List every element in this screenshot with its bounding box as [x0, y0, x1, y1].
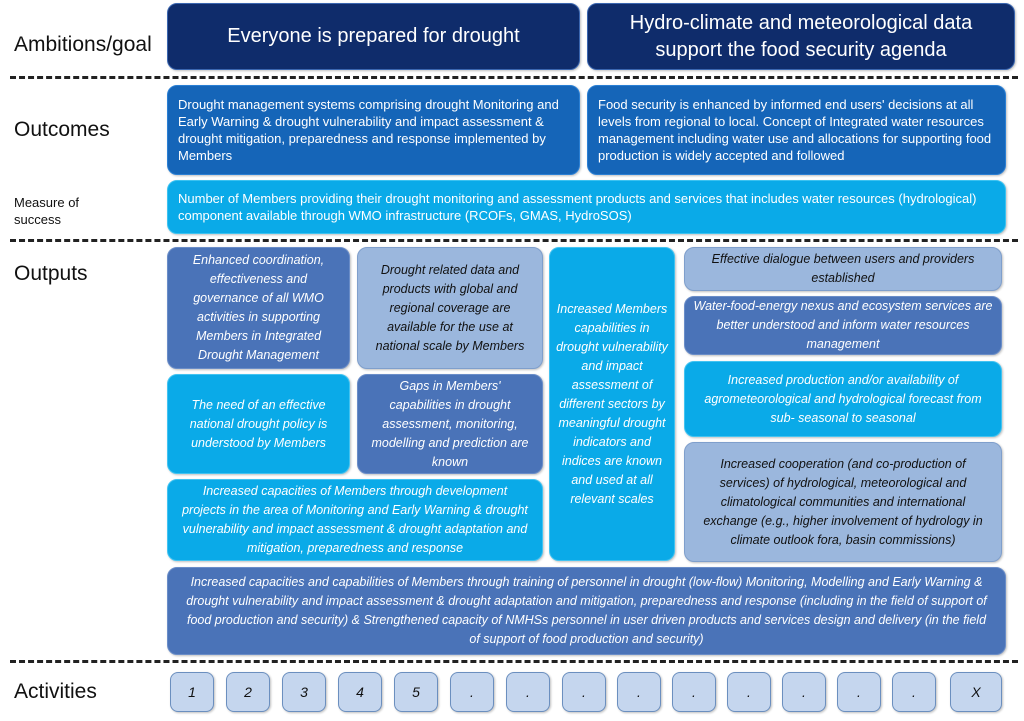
- activity-box: .: [727, 672, 771, 712]
- activity-box: .: [562, 672, 606, 712]
- activity-box: 4: [338, 672, 382, 712]
- output-text: Enhanced coordination, effectiveness and governance of all WMO activities in supporting Members in Integrated Drought Management: [192, 253, 325, 362]
- output-box: [357, 374, 543, 474]
- output-box: [167, 374, 350, 474]
- output-text: Increased production and/or availability of agrometeorological and hydrological forecast from sub- seasonal to seasonal: [704, 372, 982, 425]
- output-box: [684, 361, 1002, 437]
- output-text: Increased Members capabilities in drought vulnerability and impact assessment of different sectors by meaningful drought indicators and indices are known and used at all relevant scales: [556, 301, 668, 506]
- activity-box: .: [506, 672, 550, 712]
- output-box: [549, 247, 675, 561]
- separator: [10, 239, 1018, 242]
- activity-box: .: [617, 672, 661, 712]
- output-text: Drought related data and products with global and regional coverage are available for the use at national scale by Members: [375, 262, 525, 353]
- label-measure: Measure of success: [14, 195, 80, 227]
- output-box: [684, 296, 1002, 355]
- goal-text: Everyone is prepared for drought: [227, 25, 520, 47]
- activity-box: .: [672, 672, 716, 712]
- activity-box: .: [837, 672, 881, 712]
- separator: [10, 660, 1018, 663]
- activity-box: 5: [394, 672, 438, 712]
- output-text: Water-food-energy nexus and ecosystem services are better understood and inform water resources management: [693, 299, 993, 351]
- activity-box: .: [892, 672, 936, 712]
- output-box: [357, 247, 543, 369]
- separator: [10, 76, 1018, 79]
- output-box: [167, 479, 543, 561]
- output-box: [684, 247, 1002, 291]
- measure-text: Number of Members providing their drought monitoring and assessment products and services that includes water resources (hydrological) component available through WMO infrastructure (RCOFs, GMAS, HydroSOS): [178, 191, 977, 223]
- output-text: Effective dialogue between users and providers established: [711, 252, 975, 285]
- output-text: Increased cooperation (and co-production of services) of hydrological, meteorological and climatological communities and international exchange (e.g., higher involvement of hydrology in climate outlook fora, basin commissions): [703, 456, 983, 547]
- output-box: [684, 442, 1002, 562]
- label-activities: Activities: [14, 680, 97, 703]
- output-box: [167, 247, 350, 369]
- output-text: The need of an effective national drought policy is understood by Members: [189, 397, 328, 450]
- activity-box: X: [950, 672, 1002, 712]
- output-text: Gaps in Members' capabilities in drought assessment, monitoring, modelling and prediction are known: [371, 378, 529, 469]
- activity-box: .: [450, 672, 494, 712]
- measure-box: [167, 180, 1006, 234]
- output-text: Increased capacities and capabilities of Members through training of personnel in drought (low-flow) Monitoring, Modelling and Early Warning & drought vulnerability and impact assessment & drought adaptation and mitigation, preparedness and response (including in the field of support of food production and security) & Strengthened capacity of NMHSs personnel in user driven products and services design and delivery (in the field of support of food production and security): [186, 575, 987, 646]
- label-outcomes: Outcomes: [14, 118, 110, 141]
- output-box: [167, 567, 1006, 655]
- label-ambitions: Ambitions/goal: [14, 33, 152, 56]
- outcome-text: Food security is enhanced by informed end users' decisions at all levels from regional to local. Concept of Integrated water resources management including water use and allocations for supporting food production is widely accepted and followed: [598, 97, 992, 163]
- outcome-box: [167, 85, 580, 175]
- label-outputs: Outputs: [14, 262, 88, 285]
- activity-box: .: [782, 672, 826, 712]
- outcome-text: Drought management systems comprising drought Monitoring and Early Warning & drought vulnerability and impact assessment & drought mitigation, preparedness and response implemented by Members: [178, 97, 559, 163]
- activity-box: 1: [170, 672, 214, 712]
- goal-box: [167, 3, 580, 70]
- activity-box: 3: [282, 672, 326, 712]
- goal-box: [587, 3, 1015, 70]
- outcome-box: [587, 85, 1006, 175]
- activity-box: 2: [226, 672, 270, 712]
- output-text: Increased capacities of Members through development projects in the area of Monitoring and Early Warning & drought vulnerability and impact assessment & drought adaptation and mitigation, preparedness and response: [182, 484, 528, 555]
- goal-text: Hydro-climate and meteorological data support the food security agenda: [629, 11, 973, 61]
